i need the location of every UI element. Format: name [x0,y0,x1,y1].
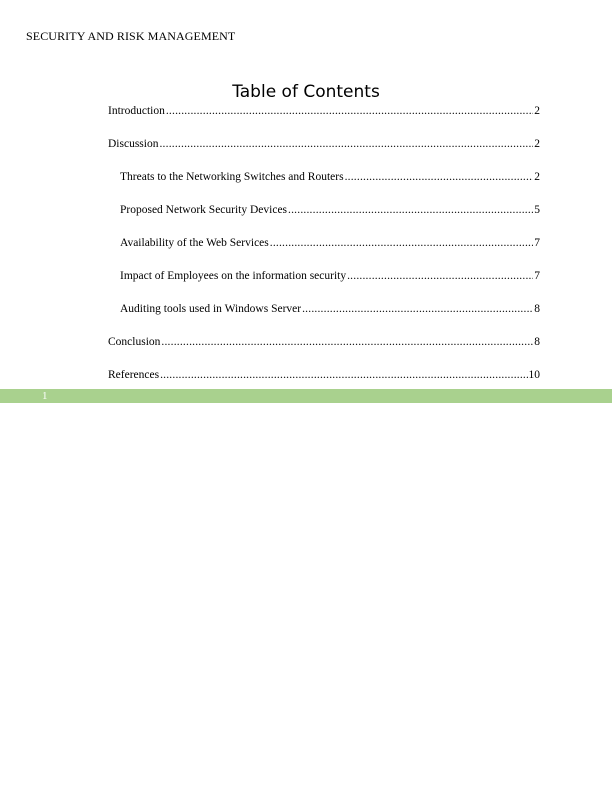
toc-leader-dots [288,203,533,218]
toc-entry-page: 7 [534,270,540,282]
toc-entry-text: Impact of Employees on the information security [120,270,347,282]
toc-entry-text: Discussion [108,138,159,150]
toc-entry-page: 2 [534,171,540,183]
toc-entry-conclusion[interactable] [108,335,540,350]
toc-entry-text: Conclusion [108,336,161,348]
footer-page-number: 1 [42,390,48,402]
toc-leader-dots [160,368,527,383]
toc-entry-introduction[interactable] [108,104,540,119]
toc-entry-threats[interactable] [108,170,540,185]
toc-title: Table of Contents [232,82,380,102]
toc-leader-dots [159,137,533,152]
toc-entry-text: Introduction [108,105,165,117]
toc-entry-page: 2 [534,138,540,150]
toc-entry-discussion[interactable] [108,137,540,152]
toc-entry-page: 5 [534,204,540,216]
toc-entry-text: Availability of the Web Services [120,237,269,249]
running-header: SECURITY AND RISK MANAGEMENT [26,29,236,43]
toc-leader-dots [302,302,533,317]
toc-entry-page: 8 [534,336,540,348]
toc-entry-page: 10 [528,369,540,381]
toc-entry-text: References [108,369,160,381]
toc-leader-dots [345,170,534,185]
toc-leader-dots [347,269,533,284]
toc-entry-web-services[interactable] [108,236,540,251]
toc-entry-text: Proposed Network Security Devices [120,204,288,216]
toc-entry-references[interactable] [108,368,540,383]
toc-leader-dots [161,335,533,350]
toc-entry-text: Threats to the Networking Switches and Routers [120,171,344,183]
toc-entry-page: 8 [534,303,540,315]
toc-entry-auditing-tools[interactable] [108,302,540,317]
toc-entry-proposed-devices[interactable] [108,203,540,218]
footer-bar [0,389,612,403]
toc-list [108,104,540,401]
toc-entry-text: Auditing tools used in Windows Server [120,303,302,315]
toc-leader-dots [270,236,534,251]
toc-entry-page: 7 [534,237,540,249]
toc-entry-page: 2 [534,105,540,117]
toc-leader-dots [166,104,533,119]
toc-entry-employees-impact[interactable] [108,269,540,284]
